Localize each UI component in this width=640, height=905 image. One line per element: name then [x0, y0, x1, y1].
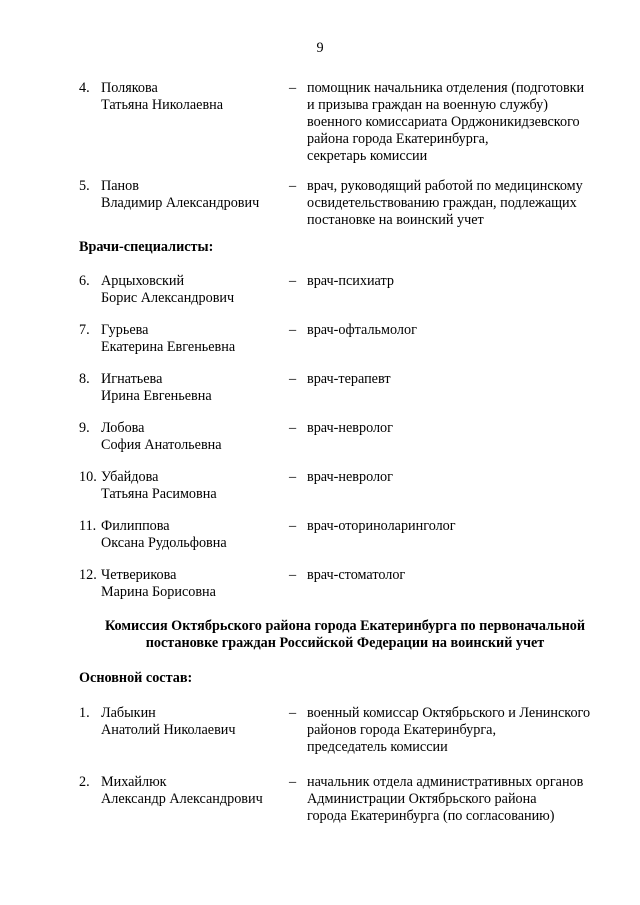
role-line: города Екатеринбурга (по согласованию) — [307, 808, 555, 824]
role-line: врач-оториноларинголог — [307, 518, 456, 534]
entry-number: 10. — [79, 469, 97, 485]
role-line: и призыва граждан на военную службу) — [307, 97, 548, 113]
role-line: врач-психиатр — [307, 273, 394, 289]
member-surname: Игнатьева — [101, 371, 163, 387]
commission-title-line: Комиссия Октябрьского района города Екатеринбурга по первоначальной — [104, 618, 586, 634]
entry-dash: – — [289, 705, 297, 721]
commission-title-line: постановке граждан Российской Федерации на воинский учет — [145, 635, 545, 651]
member-given-names: Екатерина Евгеньевна — [101, 339, 236, 355]
entry-number: 8. — [79, 371, 90, 387]
entry-dash: – — [289, 178, 297, 194]
page-number: 9 — [316, 40, 324, 56]
member-role — [307, 567, 627, 584]
entry-dash: – — [289, 273, 297, 289]
member-name — [101, 518, 286, 552]
member-surname: Гурьева — [101, 322, 149, 338]
member-surname: Четверикова — [101, 567, 177, 583]
entry-number: 9. — [79, 420, 90, 436]
member-name — [101, 80, 286, 114]
member-name — [101, 420, 286, 454]
member-name — [101, 705, 286, 739]
role-line: помощник начальника отделения (подготовки — [307, 80, 585, 96]
member-surname: Арцыховский — [101, 273, 185, 289]
role-line: районов города Екатеринбурга, — [307, 722, 496, 738]
member-given-names: Александр Александрович — [101, 791, 263, 807]
member-role — [307, 420, 627, 437]
entry-number: 1. — [79, 705, 90, 721]
role-line: района города Екатеринбурга, — [307, 131, 489, 147]
entry-number: 5. — [79, 178, 90, 194]
entry-number: 11. — [79, 518, 97, 534]
member-given-names: Татьяна Николаевна — [101, 97, 224, 113]
entry-number: 4. — [79, 80, 90, 96]
entry-number: 2. — [79, 774, 90, 790]
member-given-names: Анатолий Николаевич — [101, 722, 236, 738]
entry-number: 6. — [79, 273, 90, 289]
entry-dash: – — [289, 567, 297, 583]
member-surname: Панов — [101, 178, 139, 194]
member-name — [101, 567, 286, 601]
role-line: освидетельствованию граждан, подлежащих — [307, 195, 577, 211]
member-role — [307, 371, 627, 388]
member-surname: Михайлюк — [101, 774, 167, 790]
member-surname: Лабыкин — [101, 705, 156, 721]
role-line: врач-стоматолог — [307, 567, 406, 583]
commission-title — [0, 618, 640, 652]
role-line: военный комиссар Октябрьского и Ленинского — [307, 705, 591, 721]
entry-dash: – — [289, 322, 297, 338]
member-surname: Полякова — [101, 80, 158, 96]
member-name — [101, 273, 286, 307]
role-line: постановке на воинский учет — [307, 212, 484, 228]
role-line: Администрации Октябрьского района — [307, 791, 537, 807]
member-name — [101, 774, 286, 808]
entry-dash: – — [289, 774, 297, 790]
member-name — [101, 469, 286, 503]
member-role — [307, 705, 627, 756]
member-given-names: Владимир Александрович — [101, 195, 260, 211]
member-given-names: Татьяна Расимовна — [101, 486, 217, 502]
member-surname: Филиппова — [101, 518, 170, 534]
member-surname: Лобова — [101, 420, 145, 436]
role-line: начальник отдела административных органов — [307, 774, 584, 790]
member-given-names: Оксана Рудольфовна — [101, 535, 227, 551]
member-role — [307, 518, 627, 535]
entry-number: 7. — [79, 322, 90, 338]
role-line: военного комиссариата Орджоникидзевского — [307, 114, 580, 130]
member-role — [307, 469, 627, 486]
member-given-names: Ирина Евгеньевна — [101, 388, 212, 404]
role-line: врач-офтальмолог — [307, 322, 417, 338]
entry-dash: – — [289, 469, 297, 485]
entry-dash: – — [289, 371, 297, 387]
entry-dash: – — [289, 518, 297, 534]
member-role — [307, 80, 627, 165]
member-surname: Убайдова — [101, 469, 159, 485]
role-line: секретарь комиссии — [307, 148, 428, 164]
specialists-heading: Врачи-специалисты: — [79, 239, 214, 255]
member-given-names: Борис Александрович — [101, 290, 235, 306]
member-name — [101, 371, 286, 405]
member-role — [307, 774, 627, 825]
role-line: председатель комиссии — [307, 739, 448, 755]
member-name — [101, 178, 286, 212]
member-role — [307, 273, 627, 290]
member-role — [307, 322, 627, 339]
member-given-names: Марина Борисовна — [101, 584, 216, 600]
role-line: врач, руководящий работой по медицинскому — [307, 178, 583, 194]
role-line: врач-невролог — [307, 469, 393, 485]
role-line: врач-невролог — [307, 420, 393, 436]
entry-dash: – — [289, 80, 297, 96]
entry-dash: – — [289, 420, 297, 436]
member-given-names: София Анатольевна — [101, 437, 222, 453]
member-name — [101, 322, 286, 356]
role-line: врач-терапевт — [307, 371, 391, 387]
entry-number: 12. — [79, 567, 97, 583]
member-role — [307, 178, 627, 229]
main-composition-heading: Основной состав: — [79, 670, 193, 686]
